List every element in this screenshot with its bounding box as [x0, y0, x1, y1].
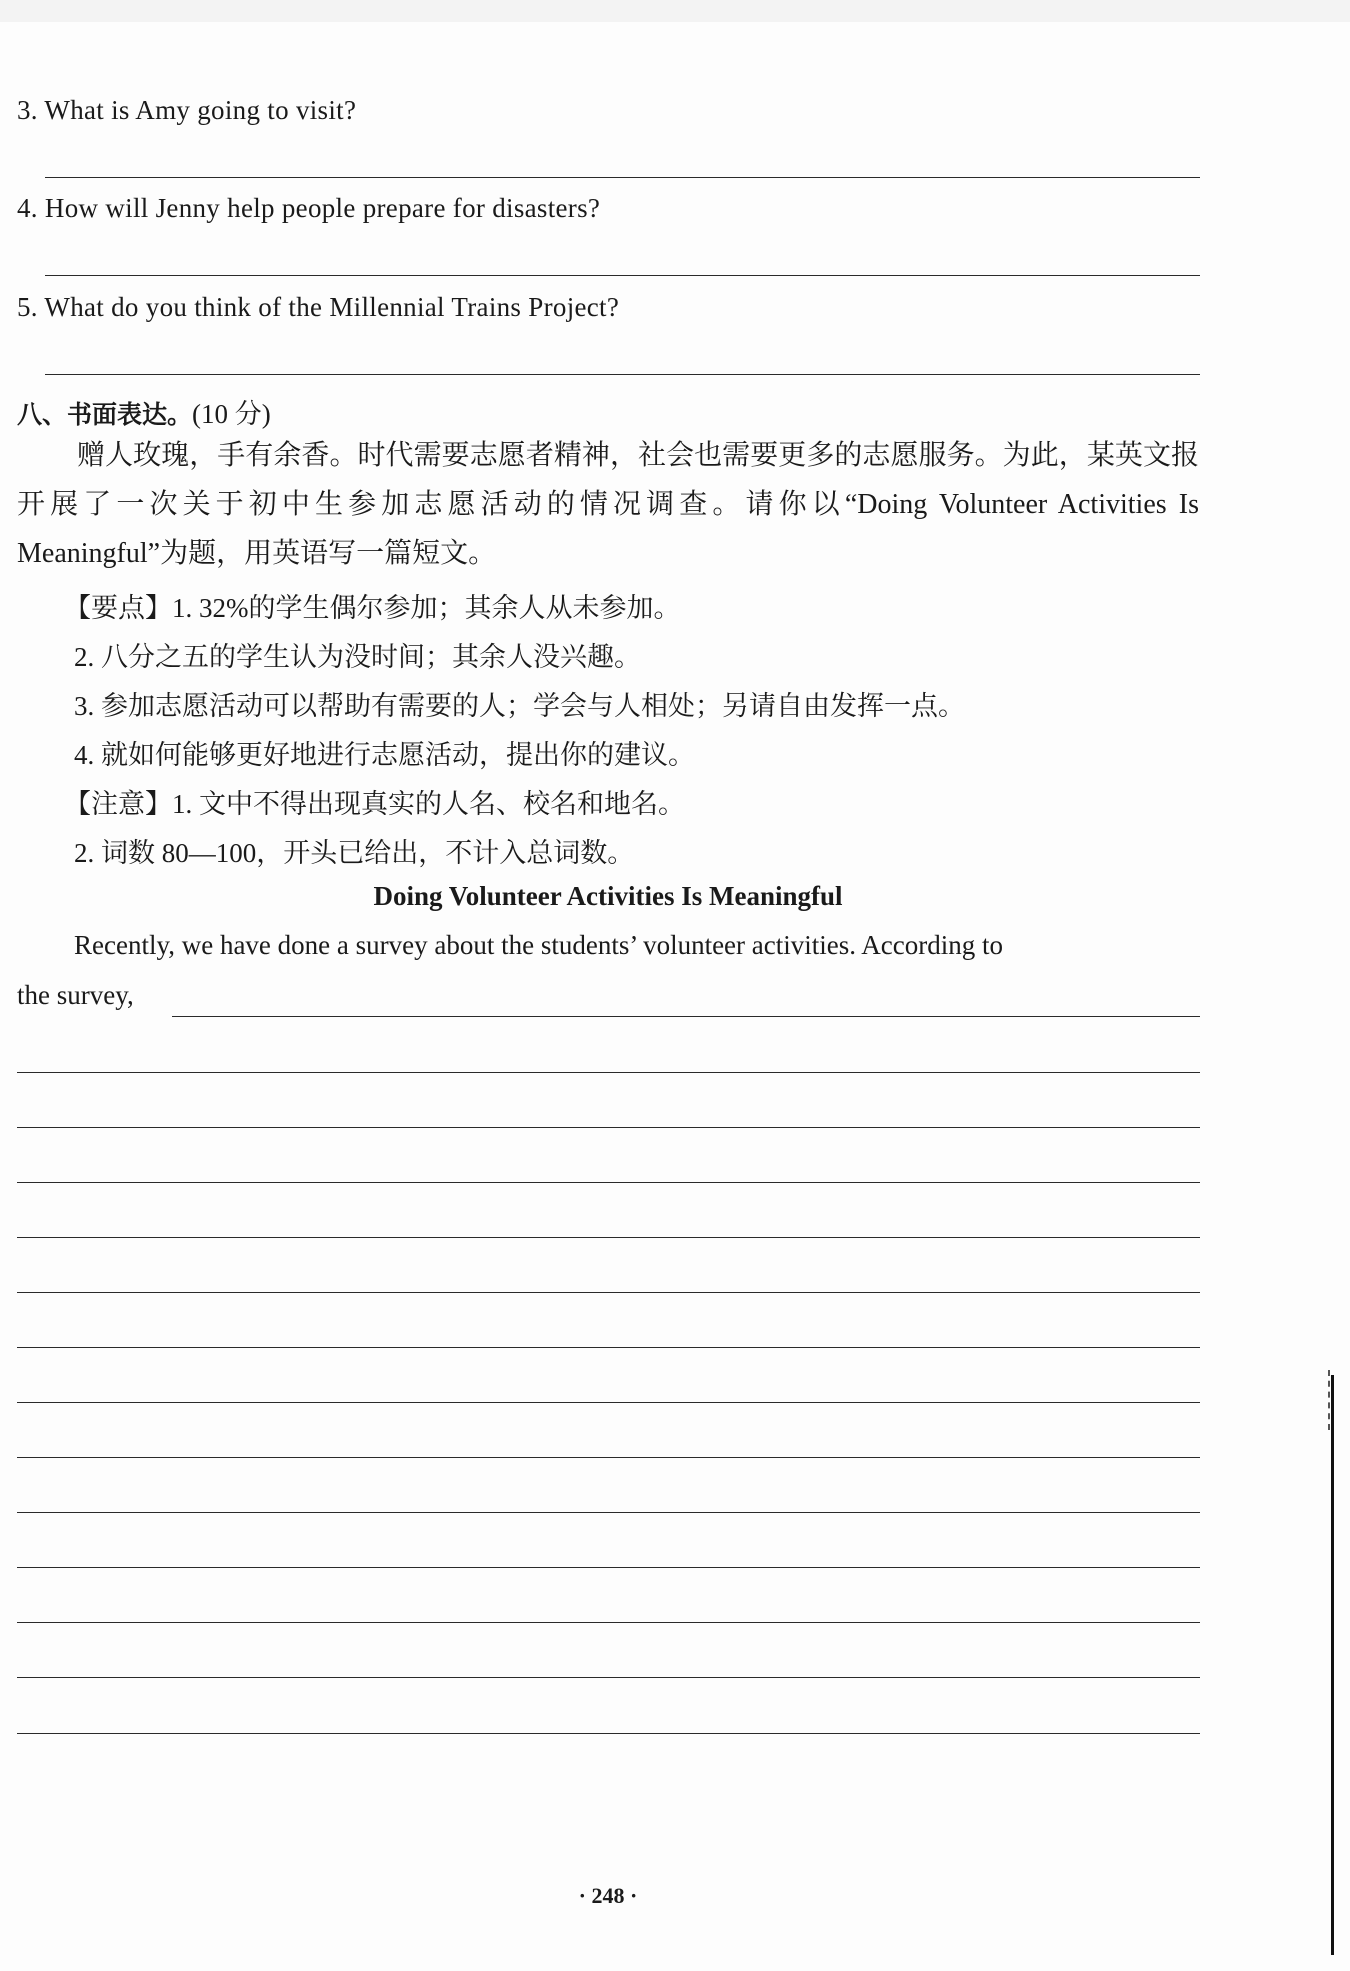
section-score: (10 分): [192, 399, 271, 429]
essay-line-3[interactable]: [17, 1127, 1200, 1128]
essay-line-11[interactable]: [17, 1567, 1200, 1568]
point-2: 2. 八分之五的学生认为没时间；其余人没兴趣。: [74, 642, 641, 672]
point-4: 4. 就如何能够更好地进行志愿活动，提出你的建议。: [74, 740, 695, 770]
essay-line-8[interactable]: [17, 1402, 1200, 1403]
section-label: 八、书面表达。: [17, 400, 193, 429]
question-5: 5. What do you think of the Millennial Trains Project?: [17, 292, 620, 322]
essay-line-4[interactable]: [17, 1182, 1200, 1183]
essay-line-5[interactable]: [17, 1237, 1200, 1238]
point-1: 【要点】1. 32%的学生偶尔参加；其余人从未参加。: [64, 593, 681, 623]
note-1: 【注意】1. 文中不得出现真实的人名、校名和地名。: [64, 789, 685, 819]
essay-line-2[interactable]: [17, 1072, 1200, 1073]
essay-line-1[interactable]: [172, 1016, 1200, 1017]
note-2: 2. 词数 80—100，开头已给出，不计入总词数。: [74, 838, 635, 868]
answer-line-4[interactable]: [45, 275, 1200, 276]
scan-top-strip: [0, 0, 1350, 22]
answer-line-5[interactable]: [45, 374, 1200, 375]
question-4: 4. How will Jenny help people prepare for disasters?: [17, 193, 601, 223]
essay-start-line-1: Recently, we have done a survey about the students’ volunteer activities. According to: [74, 930, 1003, 960]
question-3: 3. What is Amy going to visit?: [17, 95, 357, 125]
essay-line-14[interactable]: [17, 1733, 1200, 1734]
essay-line-9[interactable]: [17, 1457, 1200, 1458]
essay-title: Doing Volunteer Activities Is Meaningful: [373, 881, 843, 911]
essay-start-line-2: the survey,: [17, 980, 134, 1010]
point-3: 3. 参加志愿活动可以帮助有需要的人；学会与人相处；另请自由发挥一点。: [74, 691, 965, 721]
scan-edge-line: [1331, 1375, 1334, 1955]
essay-line-10[interactable]: [17, 1512, 1200, 1513]
essay-line-12[interactable]: [17, 1622, 1200, 1623]
page-number: · 248 ·: [578, 1883, 638, 1908]
section-heading: [17, 392, 271, 431]
essay-line-6[interactable]: [17, 1292, 1200, 1293]
answer-line-3[interactable]: [45, 177, 1200, 178]
essay-line-7[interactable]: [17, 1347, 1200, 1348]
writing-intro: 赠人玫瑰，手有余香。时代需要志愿者精神，社会也需要更多的志愿服务。为此，某英文报开展了一次关于初中生参加志愿活动的情况调查。请你以“Doing Volunteer Activities Is Meaningful”为题，用英语写一篇短文。: [17, 440, 1199, 569]
essay-line-13[interactable]: [17, 1677, 1200, 1678]
